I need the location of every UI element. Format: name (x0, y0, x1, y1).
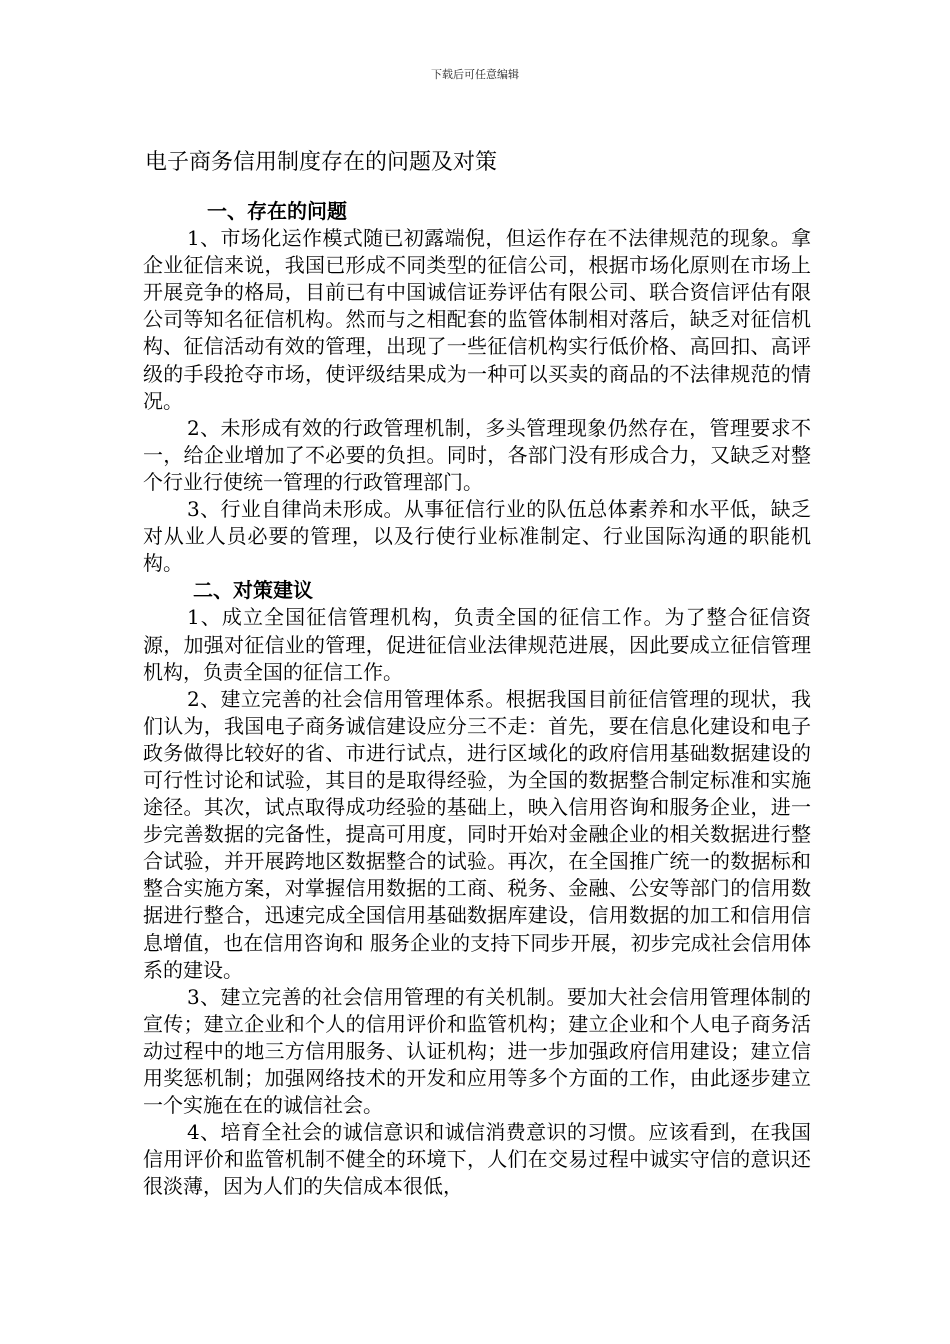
paragraph: 4、培育全社会的诚信意识和诚信消费意识的习惯。应该看到，在我国信用评价和监管机制不健全的环境下，人们在交易过程中诚实守信的意识还很淡薄，因为人们的失信成本很低， (143, 1120, 811, 1199)
page-header-note: 下载后可任意编辑 (431, 68, 519, 81)
document-title: 电子商务信用制度存在的问题及对策 (145, 150, 498, 175)
section-heading-problems: 一、存在的问题 (207, 199, 347, 223)
section-heading-suggestions: 二、对策建议 (193, 578, 313, 603)
paragraph: 1、市场化运作模式随已初露端倪，但运作存在不法律规范的现象。拿企业征信来说，我国已形成不同类型的征信公司，根据市场化原则在市场上开展竞争的格局，目前已有中国诚信证券评估有限公司、联合资信评估有限公司等知名征信机构。然而与之相配套的监管体制相对落后，缺乏对征信机构、征信活动有效的管理，出现了一些征信机构实行低价格、高回扣、高评级的手段抢夺市场，使评级结果成为一种可以买卖的商品的不法律规范的情况。 (143, 226, 811, 413)
paragraph: 3、行业自律尚未形成。从事征信行业的队伍总体素养和水平低，缺乏对从业人员必要的管理，以及行使行业标准制定、行业国际沟通的职能机构。 (143, 497, 811, 576)
paragraph: 2、建立完善的社会信用管理体系。根据我国目前征信管理的现状，我们认为，我国电子商务诚信建设应分三不走：首先，要在信息化建设和电子政务做得比较好的省、市进行试点，进行区域化的政府信用基础数据建设的可行性讨论和试验，其目的是取得经验，为全国的数据整合制定标准和实施途径。其次，试点取得成功经验的基础上，映入信用咨询和服务企业，进一步完善数据的完备性，提高可用度，同时开始对金融企业的相关数据进行整合试验，并开展跨地区数据整合的试验。再次，在全国推广统一的数据标和整合实施方案，对掌握信用数据的工商、税务、金融、公安等部门的信用数据进行整合，迅速完成全国信用基础数据库建设，信用数据的加工和信用信息增值，也在信用咨询和 服务企业的支持下同步开展，初步完成社会信用体系的建设。 (143, 686, 811, 982)
paragraph: 1、成立全国征信管理机构，负责全国的征信工作。为了整合征信资源，加强对征信业的管理，促进征信业法律规范进展，因此要成立征信管理机构，负责全国的征信工作。 (143, 605, 811, 684)
document-body (143, 198, 811, 1200)
paragraph: 2、未形成有效的行政管理机制，多头管理现象仍然存在，管理要求不一，给企业增加了不必要的负担。同时，各部门没有形成合力，又缺乏对整个行业行使统一管理的行政管理部门。 (143, 415, 811, 494)
paragraph: 3、建立完善的社会信用管理的有关机制。要加大社会信用管理体制的宣传；建立企业和个人的信用评价和监管机构；建立企业和个人电子商务活动过程中的地三方信用服务、认证机构；进一步加强政府信用建设；建立信用奖惩机制；加强网络技术的开发和应用等多个方面的工作，由此逐步建立一个实施在在的诚信社会。 (143, 984, 811, 1118)
